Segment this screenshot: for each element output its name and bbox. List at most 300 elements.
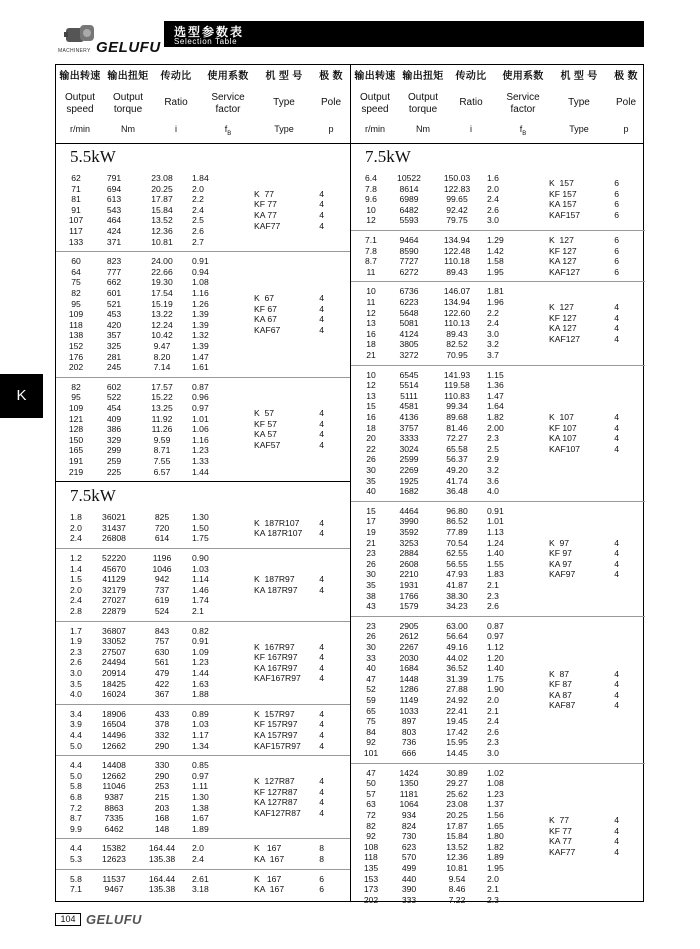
type-row bbox=[254, 663, 324, 674]
factor-cell: 1.09 bbox=[192, 646, 209, 657]
torque-cell: 1181 bbox=[399, 788, 419, 799]
ratio-cell: 56.64 bbox=[446, 631, 468, 642]
ratio-cell: 11.26 bbox=[151, 424, 173, 435]
speed-cell: 2.0 bbox=[70, 584, 82, 595]
column-header-cn: 使用系数 bbox=[207, 71, 249, 82]
column-header-en: Service bbox=[506, 92, 540, 103]
type-name: KF 77 bbox=[549, 825, 572, 836]
ratio-cell: 82.52 bbox=[446, 339, 468, 350]
factor-cell: 1.81 bbox=[487, 286, 504, 297]
torque-cell: 281 bbox=[106, 351, 122, 362]
table-row bbox=[355, 286, 511, 297]
section-tab-k: K bbox=[0, 374, 43, 418]
table-row bbox=[355, 380, 511, 391]
speed-cell: 135 bbox=[363, 862, 379, 873]
pole-count: 4 bbox=[614, 302, 619, 313]
factor-cell: 0.97 bbox=[192, 402, 209, 413]
type-row bbox=[549, 313, 619, 324]
pole-count: 6 bbox=[319, 884, 324, 895]
factor-cell: 0.91 bbox=[487, 505, 504, 516]
pole-count: 4 bbox=[319, 719, 324, 730]
factor-cell: 1.64 bbox=[487, 401, 504, 412]
speed-cell: 23 bbox=[366, 548, 376, 559]
pole-count: 4 bbox=[319, 641, 324, 652]
pole-count: 4 bbox=[614, 847, 619, 858]
speed-cell: 8.7 bbox=[70, 813, 82, 824]
speed-cell: 10 bbox=[366, 286, 376, 297]
factor-cell: 1.24 bbox=[487, 537, 504, 548]
column-header-cn: 使用系数 bbox=[502, 71, 544, 82]
ratio-cell: 72.27 bbox=[446, 433, 468, 444]
type-list bbox=[549, 302, 619, 344]
ratio-cell: 19.45 bbox=[446, 716, 468, 727]
type-row bbox=[549, 569, 619, 580]
pole-count: 6 bbox=[614, 210, 619, 221]
factor-cell: 0.85 bbox=[192, 760, 209, 771]
factor-cell: 1.40 bbox=[487, 663, 504, 674]
type-list bbox=[549, 815, 619, 857]
torque-cell: 14496 bbox=[102, 729, 126, 740]
column-unit: Type bbox=[569, 124, 589, 134]
type-row bbox=[254, 642, 324, 653]
type-row bbox=[549, 267, 619, 278]
torque-cell: 390 bbox=[401, 884, 417, 895]
ratio-cell: 164.44 bbox=[148, 843, 176, 854]
torque-cell: 245 bbox=[106, 362, 122, 373]
factor-cell: 2.0 bbox=[192, 843, 204, 854]
column-unit: Type bbox=[274, 124, 294, 134]
speed-cell: 2.8 bbox=[70, 605, 82, 616]
torque-cell: 32179 bbox=[102, 584, 126, 595]
column-header-cn: 机 型 号 bbox=[265, 71, 303, 82]
ratio-cell: 433 bbox=[154, 708, 170, 719]
type-row bbox=[254, 854, 324, 865]
speed-cell: 202 bbox=[68, 362, 84, 373]
torque-cell: 777 bbox=[106, 266, 122, 277]
speed-cell: 15 bbox=[366, 401, 376, 412]
gear-block bbox=[60, 256, 216, 373]
factor-cell: 3.0 bbox=[487, 747, 499, 758]
column-unit: r/min bbox=[70, 124, 90, 134]
pole-count: 4 bbox=[319, 440, 324, 451]
type-name: KA 87 bbox=[549, 689, 572, 700]
ratio-cell: 24.00 bbox=[151, 256, 173, 267]
table-row bbox=[355, 727, 511, 738]
ratio-cell: 330 bbox=[154, 760, 170, 771]
torque-cell: 3272 bbox=[399, 349, 419, 360]
ratio-cell: 134.94 bbox=[443, 296, 471, 307]
ratio-cell: 164.44 bbox=[148, 873, 176, 884]
pole-count: 4 bbox=[319, 708, 324, 719]
type-name: KA 127 bbox=[549, 323, 577, 334]
table-row bbox=[355, 874, 511, 885]
torque-cell: 601 bbox=[106, 287, 122, 298]
type-row bbox=[254, 293, 324, 304]
torque-cell: 5111 bbox=[400, 390, 418, 401]
speed-cell: 50 bbox=[366, 778, 376, 789]
type-name: KA 157R97 bbox=[254, 729, 298, 740]
ratio-cell: 70.54 bbox=[446, 537, 468, 548]
table-row bbox=[60, 679, 216, 690]
table-row bbox=[355, 329, 511, 340]
ratio-cell: 367 bbox=[154, 689, 170, 700]
pole-count: 6 bbox=[614, 256, 619, 267]
speed-cell: 84 bbox=[366, 726, 376, 737]
ratio-cell: 23.08 bbox=[446, 799, 468, 810]
speed-cell: 118 bbox=[364, 852, 378, 863]
type-row bbox=[549, 700, 619, 711]
column-unit: $f_B$ bbox=[224, 124, 232, 137]
table-row bbox=[355, 412, 511, 423]
speed-cell: 6.8 bbox=[70, 791, 82, 802]
factor-cell: 2.2 bbox=[192, 194, 204, 205]
factor-cell: 0.97 bbox=[487, 631, 504, 642]
factor-cell: 2.0 bbox=[192, 183, 204, 194]
pole-count: 4 bbox=[614, 323, 619, 334]
block-separator bbox=[351, 230, 645, 231]
block-separator bbox=[56, 377, 350, 378]
pole-count: 4 bbox=[319, 584, 324, 595]
gear-block bbox=[60, 709, 216, 751]
factor-cell: 1.23 bbox=[192, 657, 209, 668]
column-unit: p bbox=[623, 124, 629, 134]
table-row bbox=[355, 642, 511, 653]
torque-cell: 225 bbox=[106, 466, 122, 477]
table-row bbox=[60, 595, 216, 606]
speed-cell: 40 bbox=[366, 663, 376, 674]
ratio-cell: 146.07 bbox=[443, 286, 471, 297]
speed-cell: 9.6 bbox=[365, 194, 377, 205]
table-row bbox=[60, 288, 216, 299]
speed-cell: 47 bbox=[366, 673, 376, 684]
factor-cell: 2.0 bbox=[487, 694, 499, 705]
type-row bbox=[254, 429, 324, 440]
torque-cell: 2210 bbox=[399, 569, 419, 580]
ratio-cell: 27.88 bbox=[446, 684, 468, 695]
torque-cell: 934 bbox=[401, 809, 417, 820]
factor-cell: 1.6 bbox=[487, 173, 499, 183]
pole-count: 4 bbox=[614, 825, 619, 836]
factor-cell: 2.9 bbox=[487, 454, 499, 465]
speed-cell: 4.4 bbox=[70, 843, 82, 854]
table-row bbox=[60, 299, 216, 310]
speed-cell: 82 bbox=[71, 287, 81, 298]
type-list bbox=[549, 538, 619, 580]
type-row bbox=[254, 797, 324, 808]
gear-block bbox=[355, 286, 511, 360]
type-name: KA 127R87 bbox=[254, 797, 298, 808]
table-row bbox=[355, 235, 511, 246]
block-separator bbox=[56, 251, 350, 252]
torque-cell: 6989 bbox=[399, 194, 419, 205]
table-row bbox=[60, 435, 216, 446]
torque-cell: 4464 bbox=[399, 505, 419, 516]
speed-cell: 133 bbox=[68, 236, 84, 247]
type-list bbox=[254, 293, 324, 335]
ratio-cell: 22.66 bbox=[151, 266, 173, 277]
table-row bbox=[60, 267, 216, 278]
type-row bbox=[549, 210, 619, 221]
table-row bbox=[60, 771, 216, 782]
speed-cell: 91 bbox=[71, 204, 81, 215]
speed-cell: 5.0 bbox=[70, 740, 82, 751]
ratio-cell: 843 bbox=[154, 625, 170, 636]
torque-cell: 420 bbox=[106, 319, 122, 330]
factor-cell: 1.39 bbox=[192, 340, 209, 351]
ratio-cell: 47.93 bbox=[446, 569, 468, 580]
type-name: K 167R97 bbox=[254, 641, 295, 652]
speed-cell: 4.4 bbox=[70, 729, 82, 740]
type-name: KF 157 bbox=[549, 188, 577, 199]
speed-cell: 43 bbox=[366, 601, 376, 612]
speed-cell: 6.4 bbox=[365, 173, 377, 183]
title-cn: 选型参数表 bbox=[174, 25, 245, 39]
table-row bbox=[60, 874, 216, 885]
type-row bbox=[549, 669, 619, 680]
type-list bbox=[254, 642, 324, 684]
type-row bbox=[254, 304, 324, 315]
table-row bbox=[60, 414, 216, 425]
torque-cell: 7727 bbox=[399, 256, 419, 267]
factor-cell: 2.1 bbox=[487, 579, 499, 590]
column-unit: Nm bbox=[416, 124, 430, 134]
pole-count: 6 bbox=[614, 188, 619, 199]
ratio-cell: 122.48 bbox=[443, 245, 471, 256]
ratio-cell: 13.52 bbox=[446, 841, 468, 852]
torque-cell: 791 bbox=[106, 173, 122, 183]
ratio-cell: 135.38 bbox=[148, 853, 176, 864]
factor-cell: 2.4 bbox=[487, 318, 499, 329]
table-row bbox=[60, 843, 216, 854]
table-row bbox=[60, 362, 216, 373]
speed-cell: 33 bbox=[366, 652, 376, 663]
speed-cell: 38 bbox=[366, 590, 376, 601]
factor-cell: 1.47 bbox=[192, 351, 209, 362]
column-unit: r/min bbox=[365, 124, 385, 134]
speed-cell: 75 bbox=[71, 277, 81, 288]
ratio-cell: 1196 bbox=[152, 553, 172, 563]
factor-cell: 3.0 bbox=[487, 215, 499, 226]
table-row bbox=[355, 205, 511, 216]
type-row bbox=[549, 199, 619, 210]
factor-cell: 1.56 bbox=[487, 809, 504, 820]
speed-cell: 64 bbox=[71, 266, 81, 277]
torque-cell: 22879 bbox=[102, 605, 126, 616]
column-unit: Nm bbox=[121, 124, 135, 134]
table-row bbox=[355, 810, 511, 821]
speed-cell: 22 bbox=[366, 443, 376, 454]
torque-cell: 36021 bbox=[102, 512, 126, 523]
speed-cell: 95 bbox=[71, 392, 81, 403]
type-name: KF 67 bbox=[254, 303, 277, 314]
speed-cell: 92 bbox=[366, 737, 376, 748]
pole-count: 4 bbox=[319, 418, 324, 429]
column-header-en: Output bbox=[407, 92, 439, 103]
speed-cell: 26 bbox=[366, 454, 376, 465]
type-name: KF 127 bbox=[549, 312, 577, 323]
pole-count: 4 bbox=[319, 210, 324, 221]
ratio-cell: 168 bbox=[154, 813, 170, 824]
ratio-cell: 135.38 bbox=[148, 884, 176, 895]
gear-block bbox=[355, 235, 511, 277]
type-row bbox=[549, 847, 619, 858]
type-row bbox=[254, 719, 324, 730]
block-separator bbox=[56, 481, 350, 482]
type-row bbox=[549, 548, 619, 559]
page-header bbox=[58, 12, 646, 56]
table-row bbox=[355, 789, 511, 800]
speed-cell: 2.4 bbox=[70, 533, 82, 544]
torque-cell: 5648 bbox=[399, 307, 419, 318]
speed-cell: 2.3 bbox=[70, 646, 82, 657]
factor-cell: 2.5 bbox=[487, 443, 499, 454]
pole-count: 4 bbox=[614, 433, 619, 444]
table-row bbox=[355, 476, 511, 487]
factor-cell: 2.3 bbox=[487, 433, 499, 444]
torque-cell: 2030 bbox=[399, 652, 419, 663]
factor-cell: 1.82 bbox=[487, 411, 504, 422]
ratio-cell: 29.27 bbox=[446, 778, 468, 789]
pole-count: 4 bbox=[319, 314, 324, 325]
ratio-cell: 253 bbox=[154, 781, 170, 792]
type-name: K 167 bbox=[254, 873, 282, 884]
ratio-cell: 25.62 bbox=[446, 788, 468, 799]
table-row bbox=[60, 392, 216, 403]
column-unit: p bbox=[328, 124, 334, 134]
torque-cell: 4136 bbox=[399, 411, 419, 422]
table-row bbox=[355, 684, 511, 695]
type-name: K 77 bbox=[254, 188, 275, 199]
speed-cell: 118 bbox=[69, 319, 83, 330]
column-header-en: Output bbox=[64, 92, 96, 103]
factor-cell: 1.01 bbox=[487, 516, 504, 527]
table-row bbox=[60, 194, 216, 205]
speed-cell: 13 bbox=[366, 318, 376, 329]
ratio-cell: 630 bbox=[154, 646, 170, 657]
ratio-cell: 12.36 bbox=[151, 225, 173, 236]
speed-cell: 30 bbox=[366, 641, 376, 652]
factor-cell: 2.3 bbox=[487, 590, 499, 601]
ratio-cell: 134.94 bbox=[443, 235, 471, 245]
speed-cell: 2.0 bbox=[70, 522, 82, 533]
column-unit: i bbox=[175, 124, 177, 134]
speed-cell: 5.8 bbox=[70, 781, 82, 792]
torque-cell: 8614 bbox=[399, 183, 419, 194]
table-row bbox=[355, 215, 511, 226]
column-header-en: Output bbox=[359, 92, 391, 103]
factor-cell: 1.75 bbox=[487, 673, 504, 684]
ratio-cell: 10.81 bbox=[151, 236, 173, 247]
ratio-cell: 11.92 bbox=[151, 413, 173, 424]
torque-cell: 1149 bbox=[399, 694, 419, 705]
speed-cell: 9.9 bbox=[70, 823, 82, 834]
ratio-cell: 36.52 bbox=[446, 663, 468, 674]
ratio-cell: 7.14 bbox=[153, 362, 171, 373]
pole-count: 4 bbox=[614, 700, 619, 711]
table-row bbox=[60, 512, 216, 523]
table-row bbox=[60, 237, 216, 248]
speed-cell: 176 bbox=[68, 351, 84, 362]
table-row bbox=[60, 803, 216, 814]
factor-cell: 2.7 bbox=[192, 236, 204, 247]
type-row bbox=[549, 189, 619, 200]
speed-cell: 35 bbox=[366, 475, 376, 486]
table-row bbox=[60, 382, 216, 393]
block-separator bbox=[56, 704, 350, 705]
speed-cell: 92 bbox=[366, 831, 376, 842]
torque-cell: 16024 bbox=[102, 689, 126, 700]
torque-cell: 8863 bbox=[104, 802, 124, 813]
table-row bbox=[60, 256, 216, 267]
torque-cell: 623 bbox=[401, 841, 417, 852]
factor-cell: 2.0 bbox=[487, 183, 499, 194]
column-header-en: Pole bbox=[320, 97, 341, 108]
table-row bbox=[355, 580, 511, 591]
table-row bbox=[60, 657, 216, 668]
torque-cell: 602 bbox=[106, 381, 122, 392]
brand-logo: GELUFU bbox=[96, 39, 161, 56]
type-row bbox=[254, 314, 324, 325]
factor-cell: 1.23 bbox=[487, 788, 504, 799]
factor-cell: 2.0 bbox=[487, 873, 499, 884]
speed-cell: 30 bbox=[366, 569, 376, 580]
ratio-cell: 720 bbox=[154, 522, 170, 533]
type-row bbox=[549, 246, 619, 257]
type-name: KF 127 bbox=[549, 245, 577, 256]
factor-cell: 2.61 bbox=[192, 873, 209, 884]
type-name: KA 97 bbox=[549, 558, 572, 569]
factor-cell: 2.4 bbox=[487, 716, 499, 727]
speed-cell: 57 bbox=[366, 788, 376, 799]
torque-cell: 9387 bbox=[104, 791, 124, 802]
type-name: K 87 bbox=[549, 668, 570, 679]
power-section-title: 5.5kW bbox=[70, 147, 116, 166]
speed-cell: 35 bbox=[366, 579, 376, 590]
torque-cell: 333 bbox=[401, 894, 417, 905]
pole-count: 4 bbox=[614, 412, 619, 422]
ratio-cell: 70.95 bbox=[446, 349, 468, 360]
speed-cell: 81 bbox=[71, 194, 81, 205]
table-row bbox=[60, 456, 216, 467]
torque-cell: 386 bbox=[106, 424, 122, 435]
torque-cell: 6272 bbox=[399, 266, 419, 277]
torque-cell: 1424 bbox=[399, 767, 419, 778]
table-row bbox=[60, 668, 216, 679]
table-row bbox=[60, 854, 216, 865]
factor-cell: 2.6 bbox=[487, 726, 499, 737]
torque-cell: 824 bbox=[401, 820, 417, 831]
type-name: KAF97 bbox=[549, 569, 576, 580]
table-row bbox=[355, 778, 511, 789]
table-row bbox=[355, 184, 511, 195]
type-row bbox=[254, 528, 324, 539]
pole-count: 4 bbox=[614, 558, 619, 569]
type-row bbox=[254, 585, 324, 596]
table-row bbox=[60, 341, 216, 352]
type-list bbox=[254, 408, 324, 450]
type-row bbox=[549, 679, 619, 690]
speed-cell: 101 bbox=[363, 747, 379, 758]
table-row bbox=[355, 842, 511, 853]
type-name: KAF107 bbox=[549, 443, 581, 454]
column-header-en: factor bbox=[510, 104, 536, 115]
table-row bbox=[60, 760, 216, 771]
factor-cell: 1.90 bbox=[487, 684, 504, 695]
factor-cell: 1.58 bbox=[487, 256, 504, 267]
factor-cell: 1.61 bbox=[192, 362, 209, 373]
table-row bbox=[355, 663, 511, 674]
torque-cell: 570 bbox=[401, 852, 417, 863]
